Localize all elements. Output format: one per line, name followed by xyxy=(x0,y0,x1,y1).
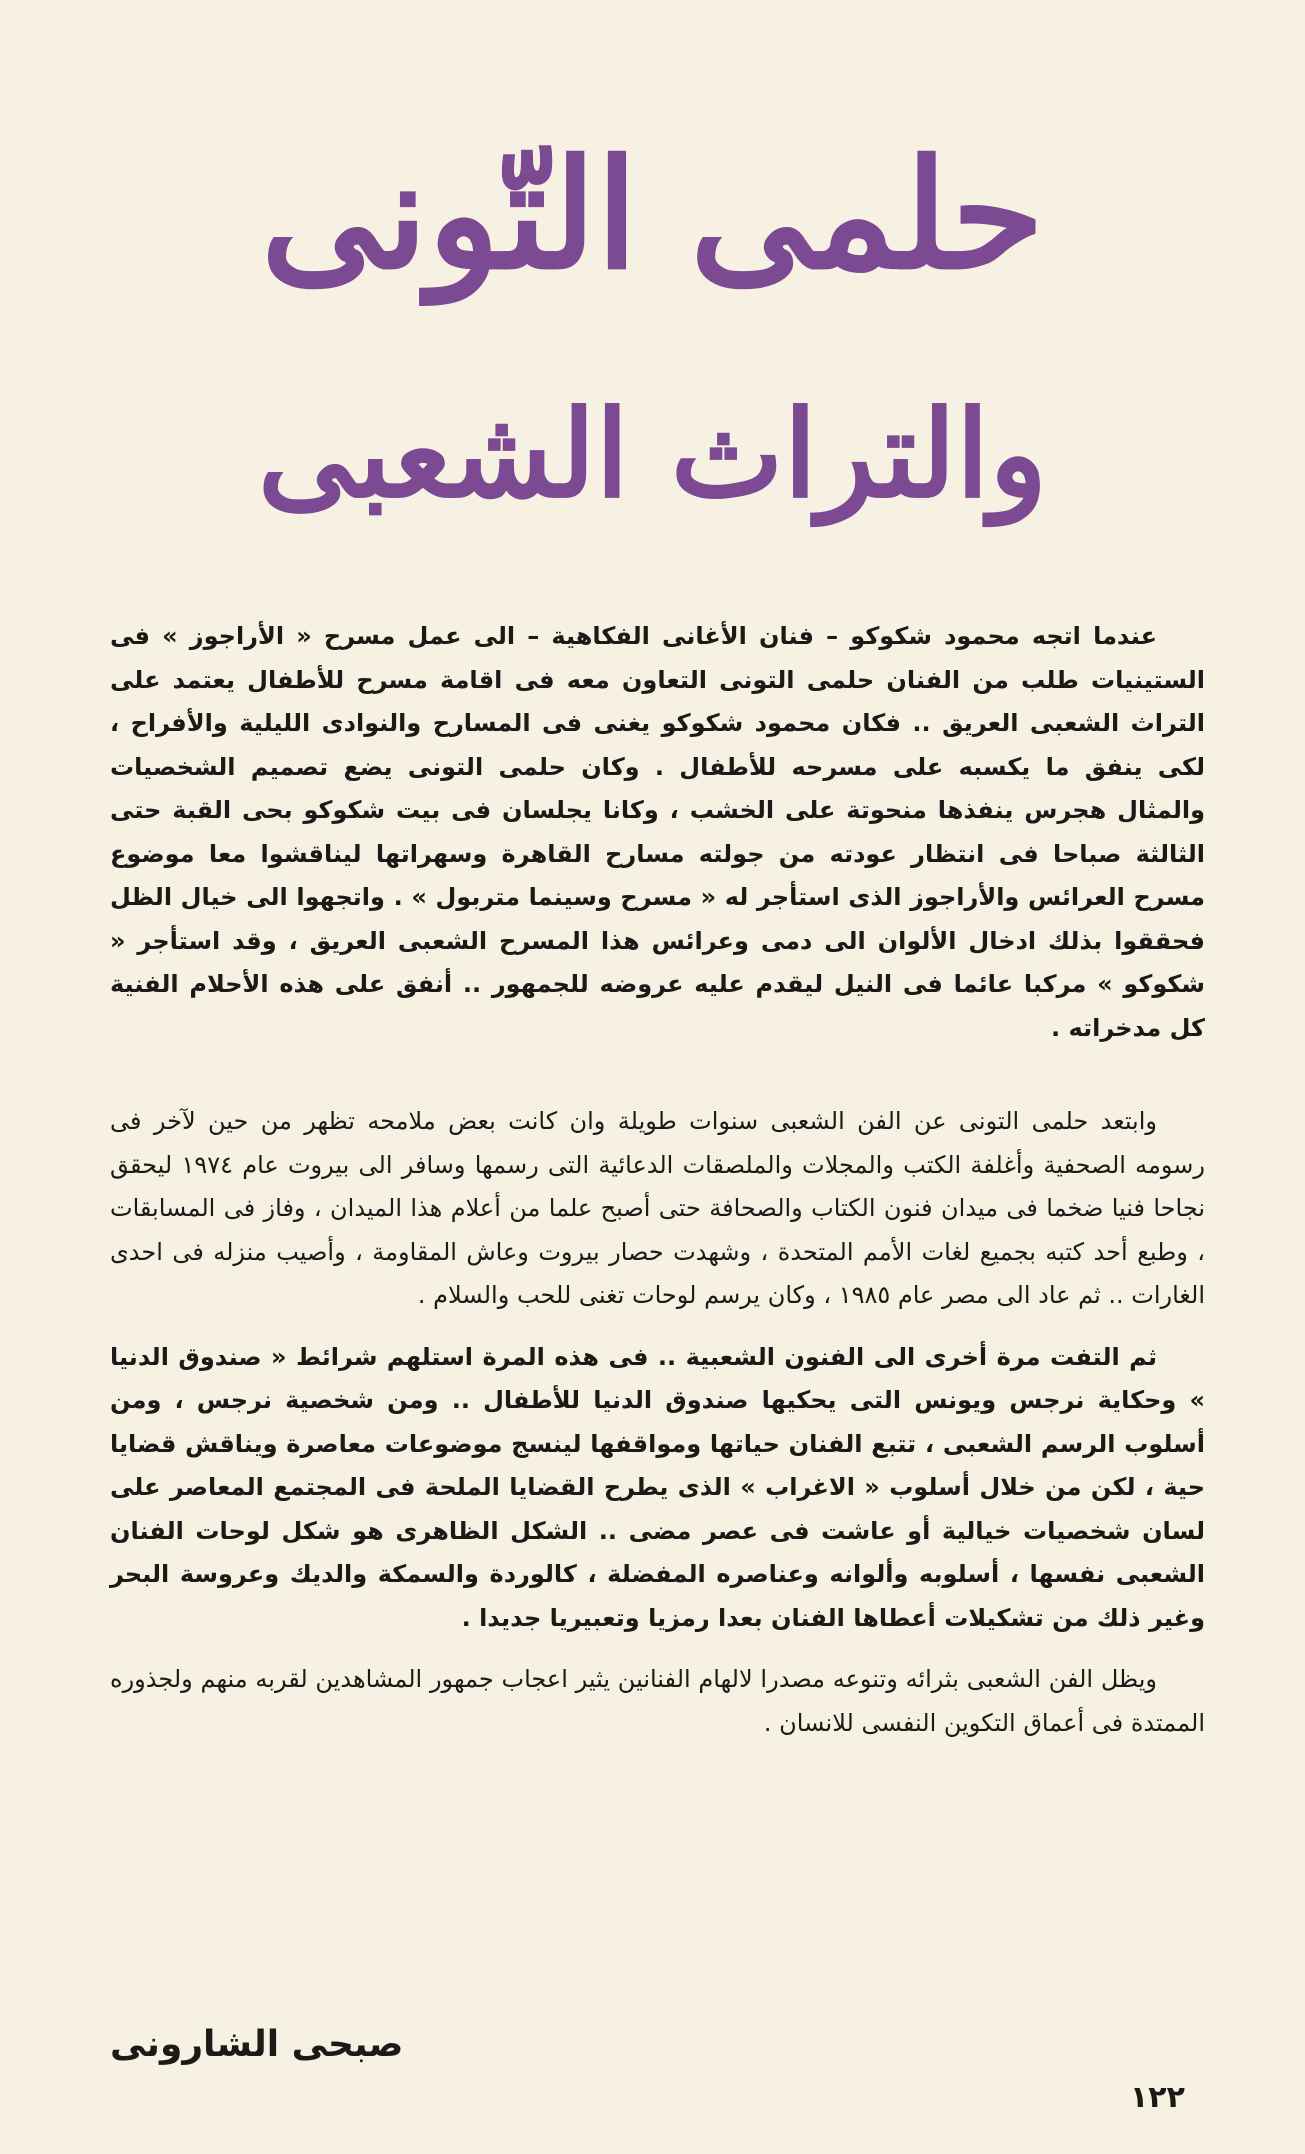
article-body xyxy=(110,615,1205,1745)
paragraph-2: وابتعد حلمى التونى عن الفن الشعبى سنوات طويلة وان كانت بعض ملامحه تظهر من حين لآخر فى رسومه الصحفية وأغلفة الكتب والمجلات والملصقات الدعائية التى رسمها وسافر الى بيروت عام ١٩٧٤ ليحقق نجاحا فنيا ضخما فى ميدان فنون الكتاب والصحافة حتى أصبح علما من أعلام هذا الميدان ، وفاز فى المسابقات ، وطبع أحد كتبه بجميع لغات الأمم المتحدة ، وشهدت حصار بيروت وعاش المقاومة ، وأصيب منزله فى احدى الغارات .. ثم عاد الى مصر عام ١٩٨٥ ، وكان يرسم لوحات تغنى للحب والسلام . xyxy=(110,1107,1205,1309)
paragraph-1: عندما اتجه محمود شكوكو – فنان الأغانى الفكاهية – الى عمل مسرح « الأراجوز » فى الستينيات طلب من الفنان حلمى التونى التعاون معه فى اقامة مسرح للأطفال يعتمد على التراث الشعبى العريق .. فكان محمود شكوكو يغنى فى المسارح والنوادى الليلية والأفراح ، لكى ينفق ما يكسبه على مسرحه للأطفال . وكان حلمى التونى يضع تصميم الشخصيات والمثال هجرس ينفذها منحوتة على الخشب ، وكانا يجلسان فى بيت شكوكو بحى القبة حتى الثالثة صباحا فى انتظار عودته من جولته مسارح القاهرة وسهراتها ليناقشوا معا موضوع مسرح العرائس والأراجوز الذى استأجر له « مسرح وسينما متربول » . واتجهوا الى خيال الظل فحققوا بذلك ادخال الألوان الى دمى وعرائس هذا المسرح الشعبى العريق ، وقد استأجر « شكوكو » مركبا عائما فى النيل ليقدم عليه عروضه للجمهور .. أنفق على هذه الأحلام الفنية كل مدخراته . xyxy=(110,622,1205,1042)
title-line-2: والتراث الشعبى xyxy=(257,384,1048,525)
paragraph-4: ويظل الفن الشعبى بثرائه وتنوعه مصدرا لالهام الفنانين يثير اعجاب جمهور المشاهدين لقربه منهم ولجذوره الممتدة فى أعماق التكوين النفسى للانسان . xyxy=(110,1665,1205,1737)
author-signature: صبحى الشارونى xyxy=(110,2024,404,2065)
title-line-1: حلمى التّونى xyxy=(260,127,1045,303)
paragraph-3: ثم التفت مرة أخرى الى الفنون الشعبية .. فى هذه المرة استلهم شرائط « صندوق الدنيا » وحكاية نرجس ويونس التى يحكيها صندوق الدنيا للأطفال .. ومن شخصية نرجس ، ومن أسلوب الرسم الشعبى ، تتبع الفنان حياتها ومواقفها لينسج موضوعات معاصرة ويناقش قضايا حية ، لكن من خلال أسلوب « الاغراب » الذى يطرح القضايا الملحة فى المجتمع المعاصر على لسان شخصيات خيالية أو عاشت فى عصر مضى .. الشكل الظاهرى هو شكل لوحات الفنان الشعبى نفسها ، أسلوبه وألوانه وعناصره المفضلة ، كالوردة والسمكة والديك وعروسة البحر وغير ذلك من تشكيلات أعطاها الفنان بعدا رمزيا وتعبيريا جديدا . xyxy=(110,1342,1205,1632)
page-number: ١٢٢ xyxy=(1130,2080,1185,2115)
